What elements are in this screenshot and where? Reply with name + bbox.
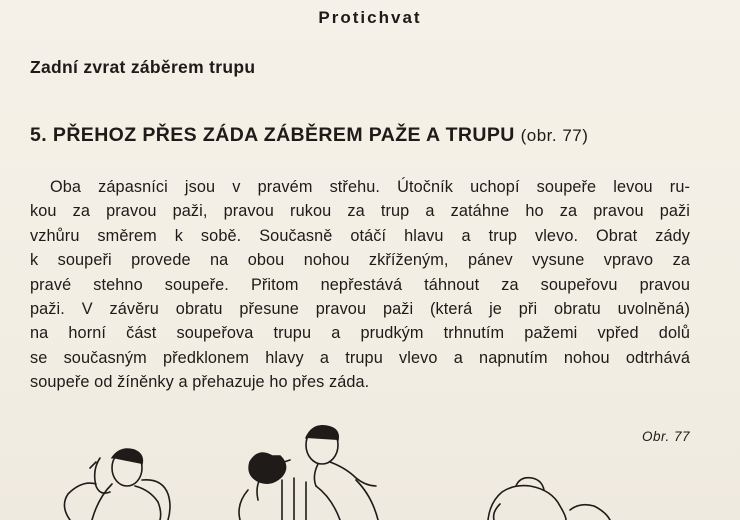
section-title: PŘEHOZ PŘES ZÁDA ZÁBĚREM PAŽE A TRUPU <box>52 124 515 146</box>
figure-pose-2 <box>239 426 378 520</box>
section-number: 5. <box>30 124 48 146</box>
body-line: vzhůru směrem k sobě. Současně otáčí hlavu a trup vlevo. Obrat zády <box>30 226 690 245</box>
body-line: kou za pravou paži, pravou rukou za trup a zatáhne ho za pravou paži <box>30 202 690 221</box>
figure-pose-1 <box>64 449 170 520</box>
running-head: Protichvat <box>318 8 422 27</box>
body-line: pravé stehno soupeře. Přitom nepřestává táhnout za soupeřovu pravou <box>30 275 690 294</box>
sub-title: Zadní zvrat záběrem trupu <box>30 57 256 77</box>
section-figure-ref: (obr. 77) <box>520 126 589 145</box>
body-line: soupeře od žíněnky a přehazuje ho přes záda. <box>30 373 370 392</box>
body-paragraph <box>30 175 690 395</box>
body-line: na horní část soupeřova trupu a prudkým trhnutím pažemi vpřed dolů <box>30 324 690 343</box>
wrestling-illustration <box>0 420 740 520</box>
figure-label: Obr. 77 <box>641 429 690 444</box>
figure-pose-3 <box>488 478 610 520</box>
body-line: k soupeři provede na obou nohou zkříženým, pánev vysune vpravo za <box>30 251 690 270</box>
body-line: Oba zápasníci jsou v pravém střehu. Útočník uchopí soupeře levou ru- <box>50 178 690 196</box>
body-line: se současným předklonem hlavy a trupu vlevo a napnutím nohou odtrhává <box>30 348 690 367</box>
body-line: paži. V závěru obratu přesune pravou paži (která je při obratu uvolněná) <box>30 300 690 319</box>
section-heading <box>30 124 710 147</box>
